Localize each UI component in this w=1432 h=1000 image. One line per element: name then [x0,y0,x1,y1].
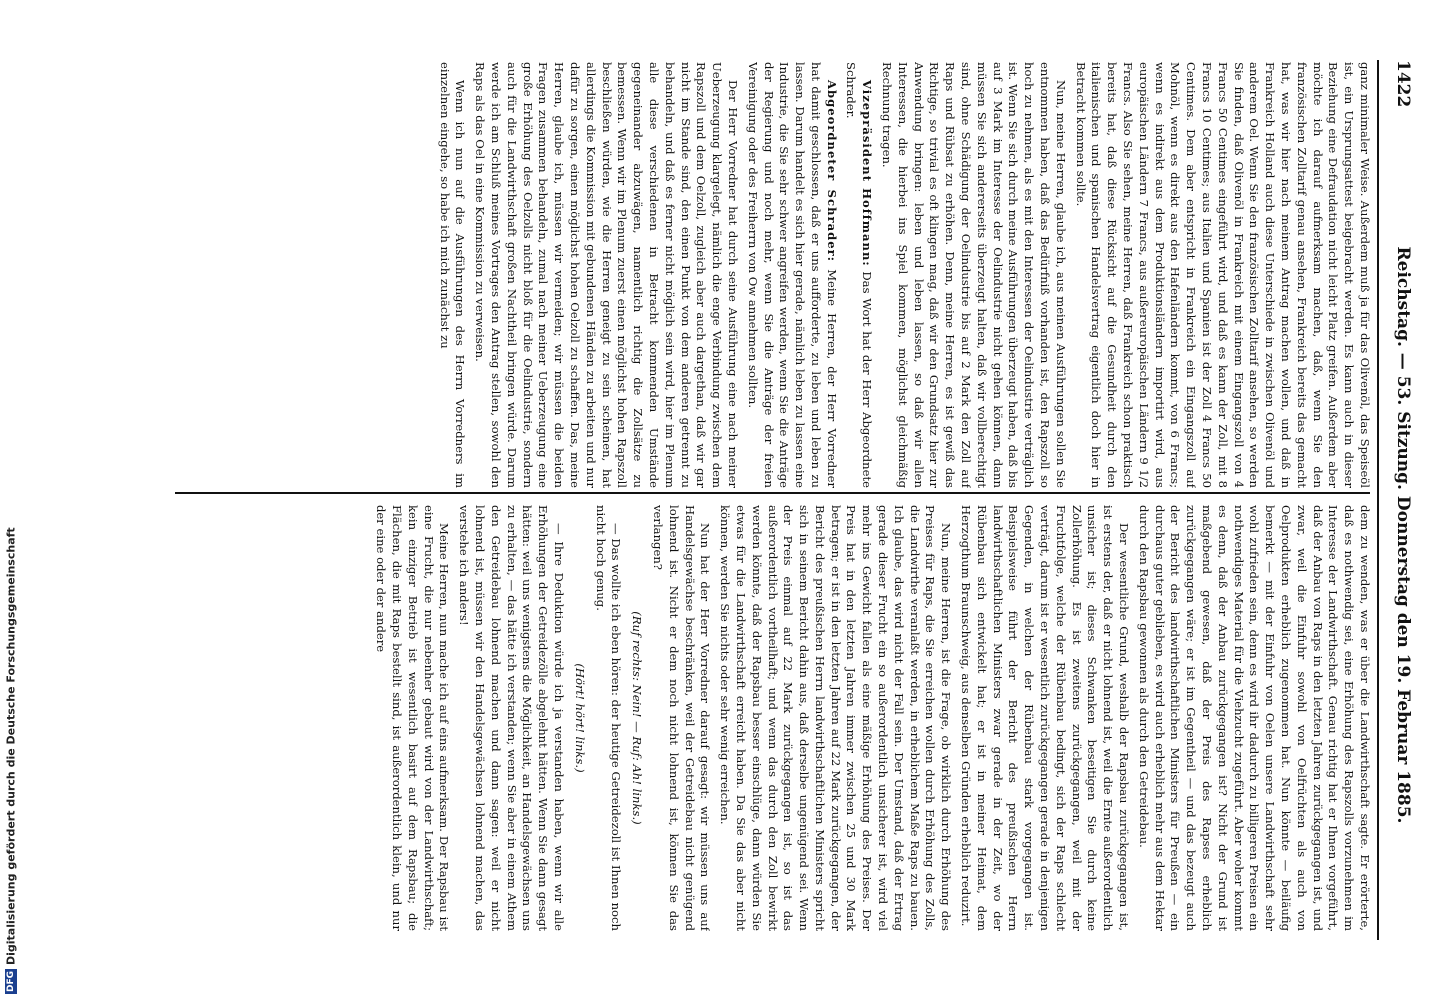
interjection: (Hört! hört! links.) [572,663,587,773]
paragraph: — Das wollte ich eben hören: der heutige Getreidezoll ist Ihnen noch nicht hoch genug. [593,505,624,931]
paragraph: Der Herr Vorredner hat durch seine Ausführung eine nach meiner Ueberzeugung klargelegt, nämlich die enge Verbindung zwischen dem Rapszoll und dem Oelzoll, zugleich aber auch dargethan, daß wir gar nicht im Stande sind, den einen Punkt von dem anderen getrennt zu behandeln, und daß es ferner nicht möglich sein wird, hier im Plenum alle diese verschiedenen in Betracht kommenden Umstände gegeneinander abzuwägen, namentlich richtig die Zollsätze zu bemessen. Wenn wir im Plenum zuerst einen möglichst hohen Rapszoll beschließen würden, wie die Herren geneigt zu sein scheinen, hat allerdings die Kommission mit gebundenen Händen zu arbeiten und nur dafür zu sorgen, einen möglichst hohen Oelzoll zu schaffen. Das, meine Herren, glaube ich, müssen wir vermeiden; wir müssen die beiden Fragen zusammen behandeln, zumal nach meiner Ueberzeugung eine große Erhöhung des Oelzolls nicht bloß für die Oelindustrie, sondern auch für die Landwirthschaft großen Nachtheil bringen würde. Darum werde ich am Schluß meines Vortrages den Antrag stellen, sowohl den Raps als das Oel in eine Kommission zu verweisen. [473,62,740,488]
speaker-text: Meine Herren, der Herr Vorredner hat damit geschlossen, daß er uns aufforderte, zu leben und leben zu lassen. Darum handelt es sich hier gerade, nämlich leben zu lassen eine Industrie, die Sie sehr schwer angreifen werden, wenn Sie die Anträge der Regierung und noch mehr, wenn Sie die Anträge der freien Vereinigung oder des Freiherrn von Ow annehmen sollten. [745,62,839,488]
left-column [172,62,1372,488]
paragraph: Nun, meine Herren, glaube ich, aus meinen Ausführungen sollen Sie entnommen haben, daß das Bedürfniß vorhanden ist, den Rapszoll so hoch zu nehmen, als es mit den Interessen der Oelindustrie verträglich ist. Wenn Sie sich durch meine Ausführungen überzeugt haben, daß bis auf 3 Mark im Interesse der Oelindustrie nicht gehen können, dann müssen Sie sich andererseits überzeugt halten, daß wir vollberechtigt sind, ohne Schädigung der Oelindustrie bis auf 2 Mark den Zoll auf Raps und Rübsat zu erhöhen. Denn, meine Herren, es ist gewiß das Richtige, so trivial es oft klingen mag, daß wir den Grundsatz hier zur Anwendung bringen: leben und leben lassen, so daß wir allen Interessen, die hierbei ins Spiel kommen, möglichst gleichmäßig Rechnung tragen. [880,62,1068,488]
page-number: 1422 [1393,60,1413,108]
paragraph: — Ihre Deduktion würde ich ja verstanden haben, wenn wir alle Erhöhungen der Getreidezölle abgelehnt hätten. Wenn Sie dann gesagt hätten: weil uns wenigstens die Möglichkeit, an Handelsgewächsen uns zu erhalten, — das hätte ich verstanden; wenn Sie aber in einem Athem den Getreidebau lohnend machen und dann sagen: weil er nicht lohnend ist, müssen wir den Handelsgewächsen lohnend machen, das verstehe ich anders! [457,505,566,931]
page-header [1377,60,1427,940]
running-header: Reichstag. — 53. Sitzung. Donnerstag den 19. Februar 1885. [1393,246,1413,824]
paragraph: Der wesentliche Grund, weshalb der Rapsbau zurückgegangen ist, ist erstens der, daß er nicht lohnend ist, weil die Ernte außerordentlich unsicher ist; dieses Schwanken beseitigen Sie durch keine Zollerhöhung. Es ist zweitens zurückgegangen, weil mit der Fruchtfolge, welche der Rübenbau bedingt, sich der Raps schlecht verträgt, darum ist er wesentlich zurückgegangen gerade in denjenigen Gegenden, in welchen der Rübenbau stark vorgegangen ist. Beispielsweise führt der Bericht des preußischen Herrn landwirthschaftlichen Ministers zwar gerade in der Zeit, wo der Rübenbau sich entwickelt hat; er ist in meiner Heimat, dem Herzogthum Braunschweig, aus denselben Gründen erheblich reduzirt. [959,505,1132,931]
paragraph: Meine Herren, nun mache ich auf eins aufmerksam. Der Rapsbau ist eine Frucht, die nur nebenher gebaut wird von der Landwirthschaft; kein einziger Betrieb ist wesentlich basirt auf dem Rapsbau; die Flächen, die mit Raps bestellt sind, ist außerordentlich klein, und nur der eine oder der andere [374,505,452,931]
column-divider [175,492,1370,494]
speaker-text: Das Wort hat der Herr Abgeordnete Schrader. [844,62,875,488]
paragraph: dem zu wenden, was er über die Landwirthschaft sagte. Er erörterte, daß es nothwendig sei, eine Erhöhung des Rapszolls vorzunehmen im Interesse der Landwirthschaft. Genau richtig hat er Ihnen vorgeführt, daß der Anbau von Raps in den letzten Jahren zurückgegangen ist, und zwar, weil die Einfuhr sowohl von Oelfrüchten als auch von Oelprodukten erheblich zugenommen hat. Nun könnte — beiläufig bemerkt — mit der Einfuhr von Oelen unsere Landwirthschaft sehr wohl zufrieden sein, denn es wird ihr dadurch zu billigeren Preisen ein nothwendiges Material für die Viehzucht zugeführt. Aber woher kommt es denn, daß der Anbau zurückgegangen ist? Nicht der Grund ist maßgebend gewesen, daß der Preis des Rapses erheblich zurückgegangen wäre; er ist im Gegentheil — und das bezeugt auch der Bericht des landwirthschaftlichen Ministers für Preußen — ein durchaus guter geblieben, es wird auch erheblich mehr aus dem Hektar durch den Rapsbau gewonnen als durch den Getreidebau. [1136,505,1372,931]
speaker-paragraph [744,62,839,488]
interjection: (Ruf rechts: Nein! — Ruf: Ah! links.) [630,611,645,825]
paragraph: Nun, meine Herren, ist die Frage, ob wirklich durch Erhöhung des Preises für Raps, die Sie erreichen wollen durch Erhöhung des Zolls, die Landwirthe veranlaßt werden, in erheblichem Maße Raps zu bauen. Ich glaube, das wird nicht der Fall sein. Der Umstand, daß der Ertrag gerade dieser Frucht ein so außerordentlich unsicherer ist, wird viel mehr ins Gewicht fallen als eine mäßige Erhöhung des Preises. Der Preis hat in den letzten Jahren immer zwischen 25 und 30 Mark betragen; er ist in den letzten Jahren auf 22 Mark zurückgegangen, der Bericht des preußischen Herrn landwirthschaftlichen Ministers spricht sich in seinem Bericht dahin aus, daß derselbe ungenügend sei. Wenn der Preis einmal auf 22 Mark zurückgegangen ist, so ist das außerordentlich vortheilhaft; und wenn das durch den Zoll bewirkt werden könnte, daß der Rapsbau besser einschlüge, dann würden Sie etwas für die Landwirthschaft erreicht haben. Da Sie das aber nicht können, werden Sie nichts oder sehr wenig erreichen. [718,505,954,931]
dfg-logo: DFG [6,970,16,992]
credit-text: Digitalisierung gefördert durch die Deutsche Forschungsgemeinschaft [4,527,18,965]
paragraph: Nun hat der Herr Vorredner darauf gesagt: wir müssen uns auf Handelsgewächse beschränken, weil der Getreidebau nicht genügend lohnend ist. Nicht er dem noch nicht lohnend ist, können Sie das verlangen? [650,505,713,931]
footer-credit [2,14,20,994]
speaker-label: Vizepräsident Hoffmann: [860,80,875,267]
paragraph: ganz minimaler Weise. Außerdem muß ja für das Olivenöl, das Speiseöl ist, ein Ursprungsattest beigebracht werden. Es kann auch in dieser Beziehung eine Defraudation nicht leicht Platz greifen. Außerdem aber möchte ich darauf aufmerksam machen, daß, wenn Sie den französischen Zolltarif genau ansehen, Frankreich bereits das gemacht hat, was wir hier nach meinem Antrag machen wollen, und daß in Frankreich Holland auch diese Unterschiede in zwischen Olivenöl und anderem Oel. Wenn Sie den französischen Zolltarif ansehen, so werden Sie finden, daß Olivenöl in Frankreich mit einem Eingangszoll von 4 Francs 50 Centimes eingeführt wird, und daß es kann der Zoll, mit 8 Francs 10 Centimes; aus Italien und Spanien ist der Zoll 4 Francs 50 Centimes. Dem aber entspricht in Frankreich ein Eingangszoll auf Mohnöl, wenn es direkt aus den Hafenländern kommt, von 6 Francs; wenn es indirekt aus dem Produktionsländern importirt wird, aus europäischen Ländern 7 Francs, aus außereuropäischen Ländern 9 1/2 Francs. Also Sie sehen, meine Herren, daß Frankreich schon praktisch bereits hat, daß diese Rücksicht auf die Gesundheit durch den italienischen und spanischen Handelsvertrag eigentlich doch hier in Betracht kommen sollte. [1073,62,1372,488]
speaker-label: Abgeordneter Schrader: [824,80,839,263]
footer-strip [0,0,22,1000]
speaker-paragraph [843,62,875,488]
right-column [172,505,1372,931]
paragraph: Wenn ich nun auf die Ausführungen des Herrn Vorredners im einzelnen eingehe, so habe ich mich zunächst zu [437,62,468,488]
